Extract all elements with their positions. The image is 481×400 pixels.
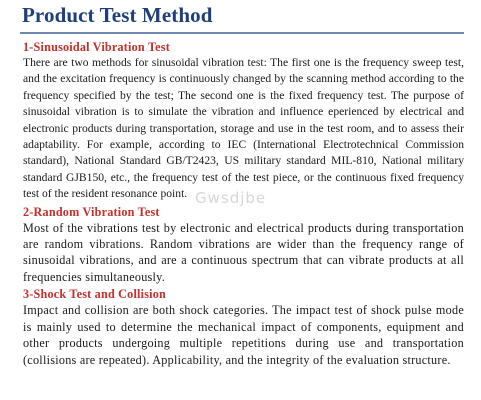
title-underline [20, 32, 464, 34]
document-body [23, 39, 464, 369]
page-title: Product Test Method [22, 3, 213, 27]
section-heading: 1-Sinusoidal Vibration Test [23, 40, 170, 54]
section-sinusoidal-vibration [23, 39, 464, 203]
page-header [0, 0, 481, 36]
section-shock-collision [23, 286, 464, 368]
section-paragraph: Impact and collision are both shock categories. The impact test of shock pulse mode is mainly used to determine the mechanical impact of components, equipment and other products undergoing multiple repetitions during use and transportation (collisions are repeated). Applicability, and the integrity of the evaluation structure. [23, 303, 464, 367]
section-heading: 3-Shock Test and Collision [23, 287, 167, 302]
section-heading: 2-Random Vibration Test [23, 204, 160, 219]
section-paragraph: Most of the vibrations test by electronic and electrical products during transportation are random vibrations. Random vibrations are wider than the frequency range of sinusoidal vibrations, and are a continuous spectrum that can vibrate products at all frequencies simultaneously. [23, 220, 464, 284]
watermark-text: Gwsdjbe [195, 189, 267, 207]
section-random-vibration [23, 204, 464, 286]
section-paragraph: There are two methods for sinusoidal vibration test: The first one is the frequency sweep test, and the excitation frequency is continuously changed by the scanning method according to the frequency specified by the test; The second one is the fixed frequency test. The purpose of sinusoidal vibration is to simulate the vibration and influence eperienced by electrical and electronic products during transportation, storage and use in the test room, and to assess their adaptability. For example, according to IEC (International Electrotechnical Commission standard), National Standard GB/T2423, US military standard MIL-810, National military standard GJB150, etc., the frequency test of the test piece, or the continuous fixed frequency test of the resident resonance point. [23, 56, 464, 201]
